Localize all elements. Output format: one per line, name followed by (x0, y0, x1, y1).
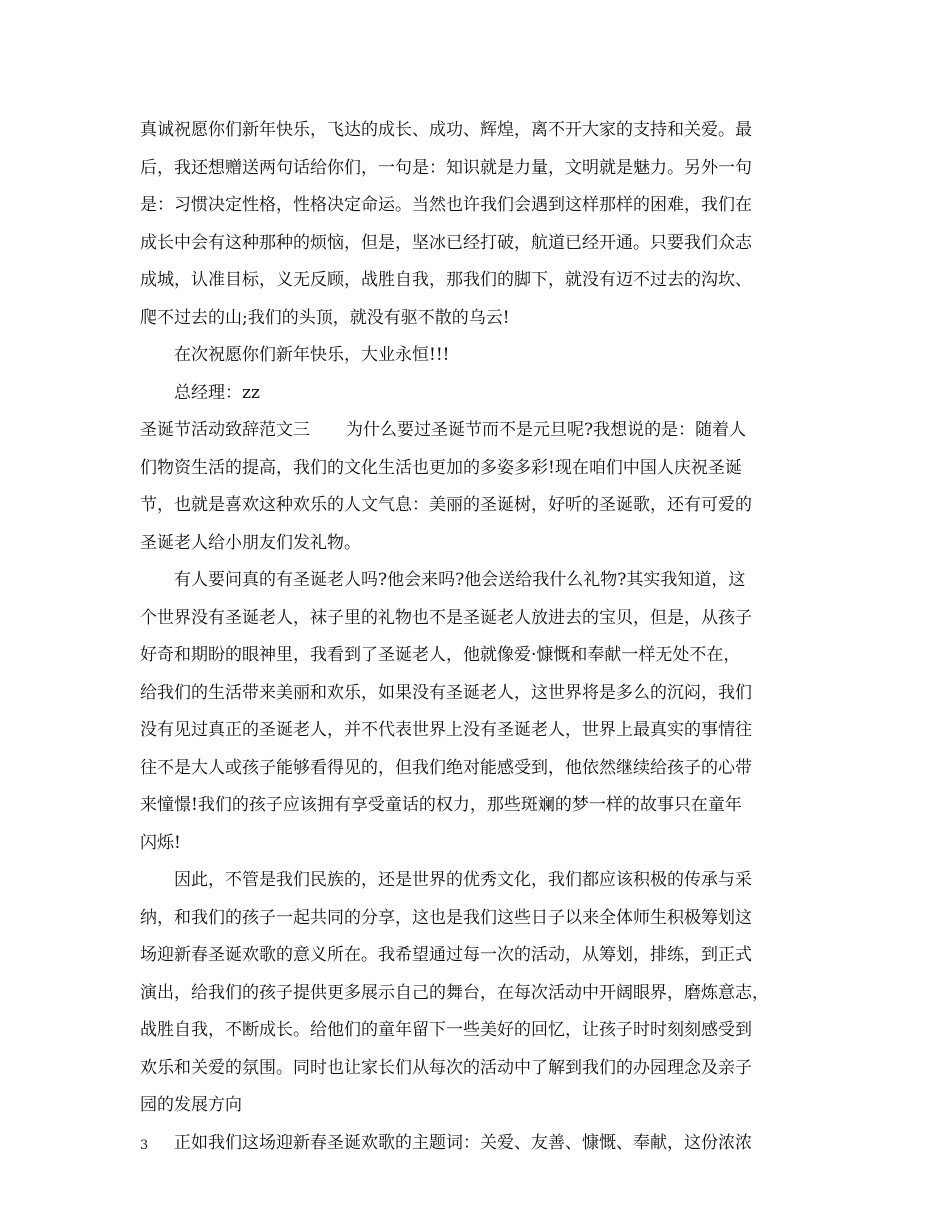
paragraph-line: 往不是大人或孩子能够看得见的，但我们绝对能感受到，他依然继续给孩子的心带 (140, 757, 752, 778)
paragraph-line: 没有见过真正的圣诞老人，并不代表世界上没有圣诞老人，世界上最真实的事情往 (140, 720, 752, 740)
paragraph-line: 演出，给我们的孩子提供更多展示自己的舞台，在每次活动中开阔眼界，磨炼意志， (140, 982, 769, 1003)
paragraph-line: 们物资生活的提高，我们的文化生活也更加的多姿多彩!现在咱们中国人庆祝圣诞 (140, 457, 742, 478)
paragraph-line: 闪烁! (140, 832, 181, 853)
paragraph-line: 场迎新春圣诞欢歌的意义所在。我希望通过每一次的活动，从筹划，排练，到正式 (140, 945, 752, 965)
section-heading-continuation: 为什么要过圣诞节而不是元旦呢?我想说的是：随着人 (346, 420, 747, 440)
paragraph-line: 纳，和我们的孩子一起共同的分享，这也是我们这些日子以来全体师生积极筹划这 (140, 907, 752, 928)
paragraph-line: 正如我们这场迎新春圣诞欢歌的主题词：关爱、友善、慷慨、奉献，这份浓浓 (174, 1132, 752, 1153)
paragraph-line: 有人要问真的有圣诞老人吗?他会来吗?他会送给我什么礼物?其实我知道，这 (174, 570, 746, 590)
signature-line: 总经理：zz (174, 382, 260, 403)
paragraph-line: 个世界没有圣诞老人，袜子里的礼物也不是圣诞老人放进去的宝贝，但是，从孩子 (140, 607, 752, 628)
paragraph-line: 因此，不管是我们民族的，还是世界的优秀文化，我们都应该积极的传承与采 (174, 870, 752, 890)
paragraph-line: 好奇和期盼的眼神里，我看到了圣诞老人，他就像爱·慷慨和奉献一样无处不在， (140, 645, 741, 665)
paragraph-line: 给我们的生活带来美丽和欢乐，如果没有圣诞老人，这世界将是多么的沉闷，我们 (140, 682, 752, 703)
paragraph-line: 圣诞老人给小朋友们发礼物。 (140, 532, 361, 553)
paragraph-line: 成城，认准目标，义无反顾，战胜自我，那我们的脚下，就没有迈不过去的沟坎、 (140, 270, 752, 290)
paragraph-line: 节，也就是喜欢这种欢乐的人文气息：美丽的圣诞树，好听的圣诞歌，还有可爱的 (140, 495, 752, 515)
paragraph-line: 来憧憬!我们的孩子应该拥有享受童话的权力，那些斑斓的梦一样的故事只在童年 (140, 795, 742, 815)
paragraph-line: 后，我还想赠送两句话给你们，一句是：知识就是力量，文明就是魅力。另外一句 (140, 157, 752, 178)
section-heading-line (140, 412, 820, 450)
paragraph-line: 园的发展方向 (140, 1095, 242, 1115)
closing-wish-line: 在次祝愿你们新年快乐，大业永恒!!! (174, 345, 450, 365)
document-body (140, 112, 820, 1162)
paragraph-line: 欢乐和关爱的氛围。同时也让家长们从每次的活动中了解到我们的办园理念及亲子 (140, 1057, 752, 1078)
paragraph-line: 真诚祝愿你们新年快乐，飞达的成长、成功、辉煌，离不开大家的支持和关爱。最 (140, 120, 752, 140)
paragraph-line: 是：习惯决定性格，性格决定命运。当然也许我们会遇到这样那样的困难，我们在 (140, 195, 752, 215)
section-heading-title: 圣诞节活动致辞范文三 (140, 420, 310, 440)
paragraph-line: 成长中会有这种那种的烦恼，但是，坚冰已经打破，航道已经开通。只要我们众志 (140, 232, 752, 253)
paragraph-line: 战胜自我，不断成长。给他们的童年留下一些美好的回忆，让孩子时时刻刻感受到 (140, 1020, 752, 1040)
paragraph-line: 爬不过去的山;我们的头顶，就没有驱不散的乌云! (140, 307, 510, 328)
page-number: 3 (140, 1138, 149, 1153)
